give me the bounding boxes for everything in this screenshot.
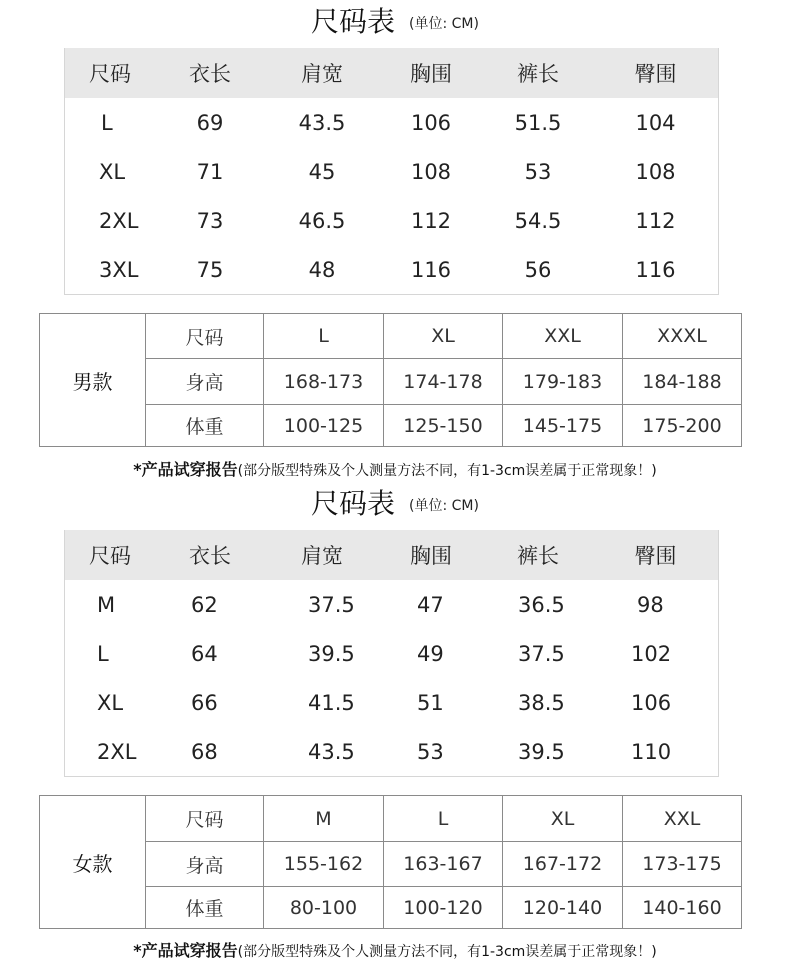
women-title-text: 尺码表	[311, 487, 396, 520]
table-row	[40, 405, 742, 447]
note-bold: *产品试穿报告	[133, 460, 238, 479]
fit-weight-cell: 175-200	[623, 405, 742, 447]
men-title-text: 尺码表	[311, 5, 396, 38]
header-shoulder: 肩宽	[301, 544, 343, 568]
table-row	[40, 359, 742, 405]
value-cell: 112	[635, 208, 676, 233]
value-cell: 37.5	[518, 641, 565, 666]
value-cell: 39.5	[518, 739, 565, 764]
value-cell: 62	[191, 592, 218, 617]
size-cell: L	[97, 641, 109, 666]
value-cell: 112	[410, 208, 452, 233]
value-cell: 39.5	[308, 641, 355, 666]
table-row	[65, 678, 718, 727]
fit-size-cell: XL	[384, 314, 503, 359]
value-cell: 104	[635, 110, 676, 135]
value-cell: 38.5	[518, 690, 565, 715]
table-row	[40, 314, 742, 359]
fit-height-cell: 184-188	[623, 359, 742, 405]
fit-weight-cell: 80-100	[264, 887, 384, 929]
fit-weight-cell: 125-150	[384, 405, 503, 447]
row-label-height: 身高	[146, 359, 264, 405]
value-cell: 51.5	[514, 110, 562, 135]
header-pants-length: 裤长	[517, 544, 559, 568]
fit-size-cell: M	[264, 796, 384, 842]
size-cell: L	[101, 110, 113, 135]
table-row	[65, 629, 718, 678]
table-row	[40, 887, 742, 929]
value-cell: 47	[417, 592, 444, 617]
men-fit-note	[0, 457, 790, 480]
fit-size-cell: XL	[503, 796, 623, 842]
value-cell: 116	[635, 257, 676, 282]
men-gender-label: 男款	[40, 314, 146, 447]
fit-size-cell: L	[264, 314, 384, 359]
value-cell: 53	[417, 739, 444, 764]
women-gender-label: 女款	[40, 796, 146, 929]
table-row	[40, 842, 742, 887]
value-cell: 53	[524, 159, 552, 184]
men-size-chart-title	[0, 2, 790, 47]
row-label-size: 尺码	[146, 314, 264, 359]
value-cell: 56	[524, 257, 552, 282]
value-cell: 54.5	[514, 208, 562, 233]
fit-size-cell: XXL	[503, 314, 623, 359]
value-cell: 116	[410, 257, 452, 282]
men-size-table	[64, 48, 719, 295]
header-chest: 胸围	[410, 62, 452, 86]
size-cell: 2XL	[97, 739, 137, 764]
row-label-size: 尺码	[146, 796, 264, 842]
men-fit-table	[39, 313, 742, 447]
table-row	[65, 580, 718, 629]
women-size-table	[64, 530, 719, 777]
header-size: 尺码	[89, 62, 131, 86]
value-cell: 49	[417, 641, 444, 666]
value-cell: 108	[635, 159, 676, 184]
women-size-chart-title	[0, 484, 790, 529]
value-cell: 108	[410, 159, 452, 184]
fit-height-cell: 173-175	[623, 842, 742, 887]
value-cell: 106	[410, 110, 452, 135]
row-label-weight: 体重	[146, 405, 264, 447]
header-pants-length: 裤长	[517, 62, 559, 86]
value-cell: 66	[191, 690, 218, 715]
table-row	[65, 245, 718, 294]
header-length: 衣长	[189, 544, 231, 568]
fit-size-cell: XXXL	[623, 314, 742, 359]
men-unit-label: (单位: CM)	[409, 16, 479, 32]
value-cell: 71	[196, 159, 224, 184]
fit-height-cell: 163-167	[384, 842, 503, 887]
header-size: 尺码	[89, 544, 131, 568]
note-bold: *产品试穿报告	[133, 941, 238, 960]
table-row	[65, 147, 718, 196]
header-chest: 胸围	[410, 544, 452, 568]
size-cell: 2XL	[99, 208, 139, 233]
fit-weight-cell: 100-125	[264, 405, 384, 447]
table-row	[65, 727, 718, 776]
row-label-height: 身高	[146, 842, 264, 887]
fit-weight-cell: 145-175	[503, 405, 623, 447]
fit-height-cell: 167-172	[503, 842, 623, 887]
header-hip: 臀围	[634, 62, 677, 86]
value-cell: 45	[308, 159, 336, 184]
value-cell: 64	[191, 641, 218, 666]
row-label-weight: 体重	[146, 887, 264, 929]
women-size-table-header	[65, 530, 718, 580]
size-cell: 3XL	[99, 257, 139, 282]
value-cell: 36.5	[518, 592, 565, 617]
value-cell: 51	[417, 690, 444, 715]
table-row	[65, 196, 718, 245]
table-row	[40, 796, 742, 842]
value-cell: 110	[631, 739, 672, 764]
women-fit-note	[0, 938, 790, 961]
size-cell: M	[97, 592, 116, 617]
value-cell: 69	[196, 110, 224, 135]
women-fit-table	[39, 795, 742, 929]
table-row	[65, 98, 718, 147]
header-shoulder: 肩宽	[301, 62, 343, 86]
value-cell: 48	[308, 257, 336, 282]
note-text: (部分版型特殊及个人测量方法不同，有1-3cm误差属于正常现象！)	[237, 944, 657, 960]
fit-weight-cell: 100-120	[384, 887, 503, 929]
fit-size-cell: XXL	[623, 796, 742, 842]
men-size-table-header	[65, 48, 718, 98]
value-cell: 98	[637, 592, 664, 617]
header-length: 衣长	[189, 62, 231, 86]
value-cell: 43.5	[298, 110, 346, 135]
value-cell: 41.5	[308, 690, 355, 715]
fit-size-cell: L	[384, 796, 503, 842]
value-cell: 46.5	[298, 208, 346, 233]
fit-height-cell: 174-178	[384, 359, 503, 405]
fit-weight-cell: 120-140	[503, 887, 623, 929]
fit-height-cell: 168-173	[264, 359, 384, 405]
women-unit-label: (单位: CM)	[409, 498, 479, 514]
value-cell: 102	[631, 641, 672, 666]
size-cell: XL	[99, 159, 126, 184]
size-cell: XL	[97, 690, 124, 715]
fit-height-cell: 155-162	[264, 842, 384, 887]
value-cell: 43.5	[308, 739, 355, 764]
fit-weight-cell: 140-160	[623, 887, 742, 929]
value-cell: 106	[631, 690, 672, 715]
value-cell: 68	[191, 739, 218, 764]
value-cell: 37.5	[308, 592, 355, 617]
value-cell: 73	[196, 208, 224, 233]
header-hip: 臀围	[634, 544, 677, 568]
value-cell: 75	[196, 257, 224, 282]
note-text: (部分版型特殊及个人测量方法不同，有1-3cm误差属于正常现象！)	[237, 463, 657, 479]
fit-height-cell: 179-183	[503, 359, 623, 405]
